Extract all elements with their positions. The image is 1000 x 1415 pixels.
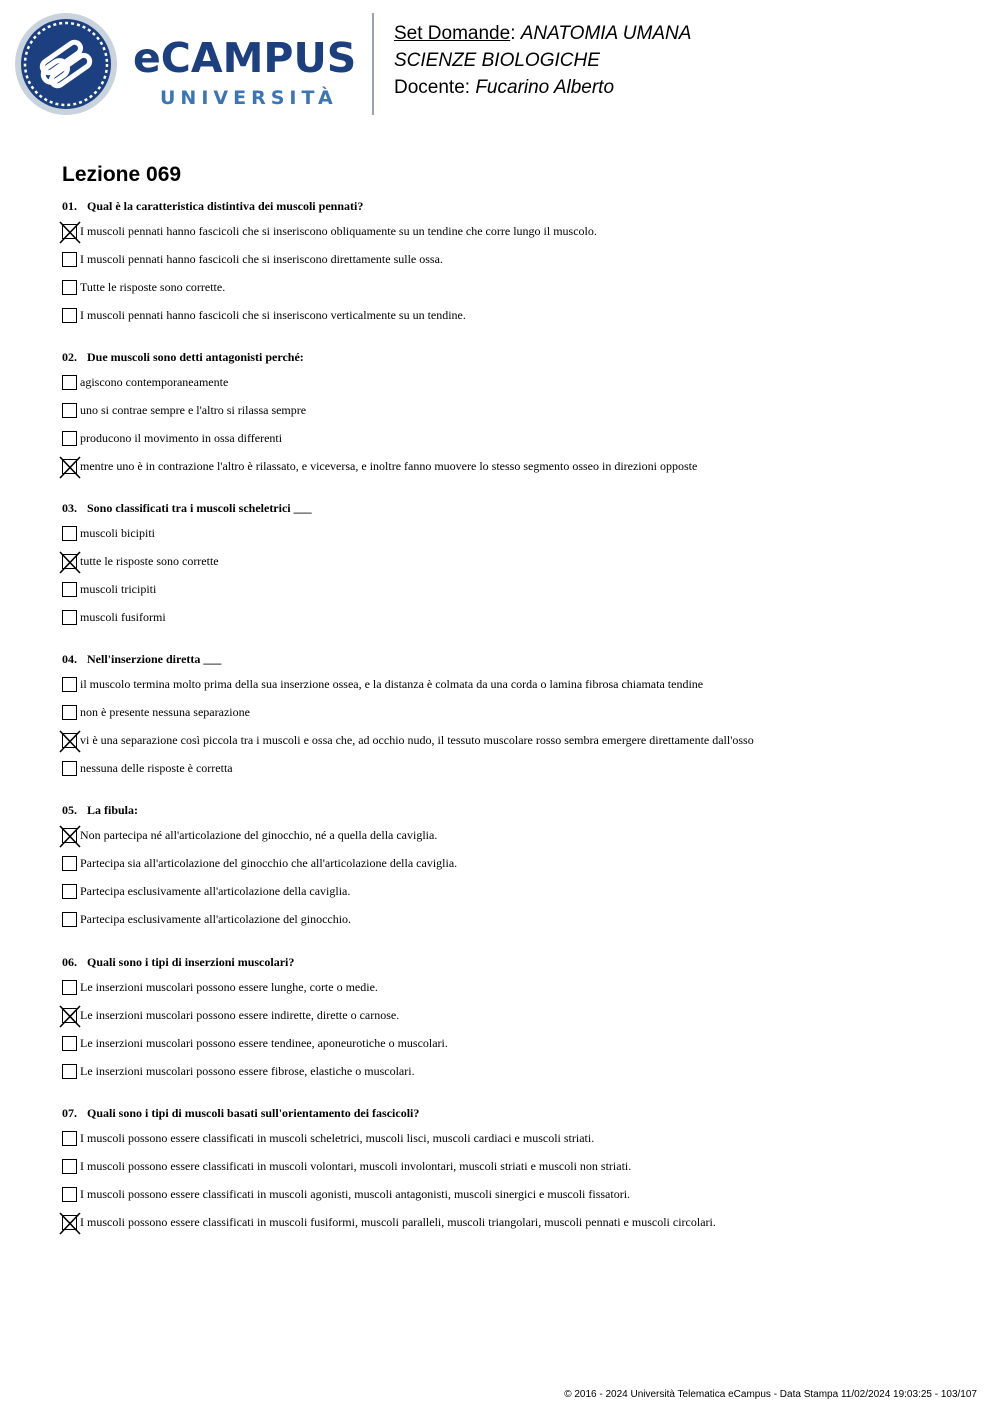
question-number: 03. [62,501,77,515]
answer-text: agiscono contemporaneamente [80,375,229,389]
set-label: Set Domande [394,23,511,44]
header-divider [372,13,374,115]
answer-text: muscoli bicipiti [80,526,155,540]
answer-text: I muscoli possono essere classificati in muscoli agonisti, muscoli antagonisti, muscoli sinergici e muscoli fissatori. [80,1187,631,1201]
answer-checkbox[interactable] [62,1131,77,1146]
answer-text: Tutte le risposte sono corrette. [80,280,226,294]
question-number: 07. [62,1106,77,1120]
answer-text: tutte le risposte sono corrette [80,554,219,568]
answer-text: vi è una separazione così piccola tra i muscoli e ossa che, ad occhio nudo, il tessuto muscolare rosso sembra emergere direttamente dall'osso [80,733,754,747]
answer-checkbox[interactable] [62,1064,77,1079]
teacher-line [394,76,614,100]
question-text: Quali sono i tipi di inserzioni muscolari? [87,955,295,969]
answer-checkbox[interactable] [62,912,77,927]
question-number: 04. [62,652,77,666]
teacher-name: Fucarino Alberto [475,77,615,98]
question-number: 06. [62,955,77,969]
question-text: Due muscoli sono detti antagonisti perché: [87,350,304,364]
answer-text: non è presente nessuna separazione [80,705,250,719]
answer-checkbox[interactable] [62,431,77,446]
question-2 [62,349,304,365]
answer-checkbox[interactable] [62,980,77,995]
answer-text: I muscoli pennati hanno fascicoli che si inseriscono direttamente sulle ossa. [80,252,443,266]
answer-checkbox[interactable] [62,308,77,323]
question-number: 02. [62,350,77,364]
answer-checkbox[interactable] [62,856,77,871]
answer-text: I muscoli pennati hanno fascicoli che si inseriscono obliquamente su un tendine che corre lungo il muscolo. [80,224,597,238]
question-3 [62,500,312,516]
answer-checkbox[interactable] [62,252,77,267]
answer-text: Le inserzioni muscolari possono essere fibrose, elastiche o muscolari. [80,1064,415,1078]
question-5 [62,802,138,818]
question-number: 01. [62,199,77,213]
question-text: Qual è la caratteristica distintiva dei muscoli pennati? [87,199,364,213]
answer-text: Le inserzioni muscolari possono essere tendinee, aponeurotiche o muscolari. [80,1036,448,1050]
answer-text: mentre uno è in contrazione l'altro è rilassato, e viceversa, e inoltre fanno muovere lo stesso segmento osseo in direzioni opposte [80,459,698,473]
answer-text: Le inserzioni muscolari possono essere indirette, dirette o carnose. [80,1008,400,1022]
answer-checkbox[interactable] [62,582,77,597]
page-header [0,0,1000,130]
answer-text: Le inserzioni muscolari possono essere lunghe, corte o medie. [80,980,378,994]
answer-text: I muscoli possono essere classificati in muscoli fusiformi, muscoli paralleli, muscoli triangolari, muscoli pennati e muscoli circolari. [80,1215,716,1229]
answer-text: muscoli fusiformi [80,610,166,624]
ecampus-logo-icon [14,12,118,116]
question-1 [62,198,363,214]
answer-text: I muscoli pennati hanno fascicoli che si inseriscono verticalmente su un tendine. [80,308,466,322]
logo-subtext: UNIVERSITÀ [160,87,338,109]
answer-text: Partecipa esclusivamente all'articolazione della caviglia. [80,884,351,898]
answer-checkbox[interactable] [62,884,77,899]
course-name: SCIENZE BIOLOGICHE [394,50,600,71]
answer-checkbox[interactable] [62,1187,77,1202]
question-number: 05. [62,803,77,817]
set-title: Set Domande: ANATOMIA UMANA [394,23,692,44]
answer-checkbox[interactable] [62,610,77,625]
answer-text: Non partecipa né all'articolazione del ginocchio, né a quella della caviglia. [80,828,438,842]
answer-text: uno si contrae sempre e l'altro si rilassa sempre [80,403,307,417]
lesson-title: Lezione 069 [62,163,182,186]
logo-wordmark: eCAMPUS [133,34,357,82]
answer-text: I muscoli possono essere classificati in muscoli scheletrici, muscoli lisci, muscoli cardiaci e muscoli striati. [80,1131,595,1145]
question-text: Nell'inserzione diretta ___ [87,652,222,666]
answer-text: muscoli tricipiti [80,582,157,596]
answer-text: nessuna delle risposte è corretta [80,761,233,775]
question-4 [62,651,221,667]
question-6 [62,954,294,970]
answer-text: Partecipa sia all'articolazione del ginocchio che all'articolazione della caviglia. [80,856,458,870]
answer-checkbox[interactable] [62,1036,77,1051]
page-footer: © 2016 - 2024 Università Telematica eCampus - Data Stampa 11/02/2024 19:03:25 - 103/107 [564,1389,977,1400]
answer-checkbox[interactable] [62,526,77,541]
question-text: Sono classificati tra i muscoli scheletrici ___ [87,501,312,515]
answer-checkbox[interactable] [62,280,77,295]
answer-text: Partecipa esclusivamente all'articolazione del ginocchio. [80,912,352,926]
answer-text: il muscolo termina molto prima della sua inserzione ossea, e la distanza è colmata da una corda o lamina fibrosa chiamata tendine [80,677,704,691]
answer-checkbox[interactable] [62,1159,77,1174]
answer-checkbox[interactable] [62,375,77,390]
answer-text: producono il movimento in ossa differenti [80,431,283,445]
answer-checkbox[interactable] [62,705,77,720]
question-text: Quali sono i tipi di muscoli basati sull'orientamento dei fascicoli? [87,1106,420,1120]
question-text: La fibula: [87,803,139,817]
answer-checkbox[interactable] [62,761,77,776]
answer-checkbox[interactable] [62,677,77,692]
answer-text: I muscoli possono essere classificati in muscoli volontari, muscoli involontari, muscoli striati e muscoli non striati. [80,1159,632,1173]
answer-checkbox[interactable] [62,403,77,418]
teacher-label: Docente: [394,77,471,98]
question-7 [62,1105,419,1121]
set-value: ANATOMIA UMANA [520,23,692,44]
